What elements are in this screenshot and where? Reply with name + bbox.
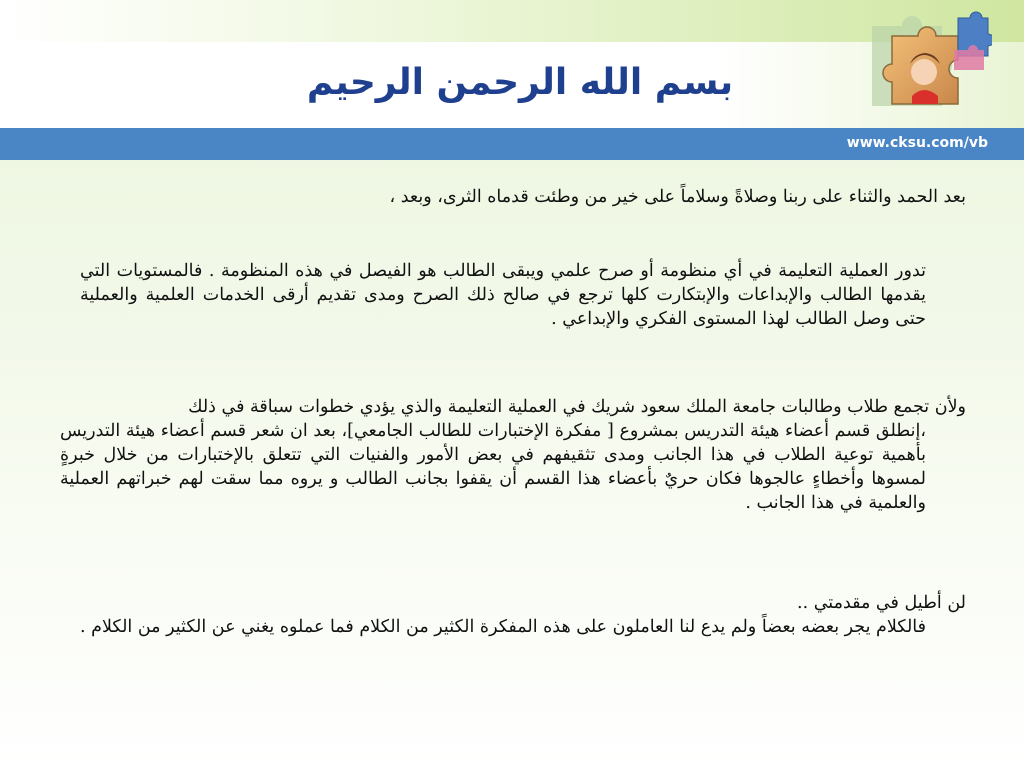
paragraph-intro: تدور العملية التعليمة في أي منظومة أو صرح علمي ويبقى الطالب هو الفيصل في هذه المنظومة . فالمستويات التي يقدمها الطالب والإبداعات والإبتكارت كلها ترجع في صالح ذلك الصرح ومدى تقديم أرقى الخدمات العلمية والعملية حتى وصل الطالب لهذا المستوى الفكري والإبداعي . (80, 261, 926, 329)
slide-title: بسم الله الرحمن الرحيم (306, 62, 734, 103)
site-url: www.cksu.com/vb (846, 135, 988, 151)
paragraph-closing (60, 591, 966, 639)
paragraph-closing-body: فالكلام يجر بعضه بعضاً ولم يدع لنا العاملون على هذه المفكرة الكثير من الكلام فما عملوه يغني عن الكثير من الكلام . (80, 617, 926, 637)
paragraph-project-body: ،إنطلق قسم أعضاء هيئة التدريس بمشروع [ مفكرة الإختبارات للطالب الجامعي]، بعد ان شعر قسم أعضاء هيئة التدريس بأهمية توعية الطلاب في هذا الجانب ومدى تثقيفهم في بعض الأمور والفنيات التي تتعلق بالإختبارات من خلال خبرةٍ لمسوها وأخطاءٍ عالجوها فكان حريٌ بأعضاء هذا القسم أن يقفوا بجانب الطالب و يروه مما سقت لهم خبراتهم العملية والعلمية في هذا الجانب . (60, 421, 926, 513)
puzzle-picture-icon (862, 6, 992, 124)
paragraph-project-first-line: ولأن تجمع طلاب وطالبات جامعة الملك سعود شريك في العملية التعليمة والذي يؤدي خطوات سباقة في ذلك (188, 397, 966, 417)
paragraph-greeting: بعد الحمد والثناء على ربنا وصلاةً وسلاماً على خير من وطئت قدماه الثرى، وبعد ، (389, 187, 966, 207)
paragraph-project (60, 395, 966, 515)
paragraph-closing-first-line: لن أطيل في مقدمتي .. (797, 593, 966, 613)
